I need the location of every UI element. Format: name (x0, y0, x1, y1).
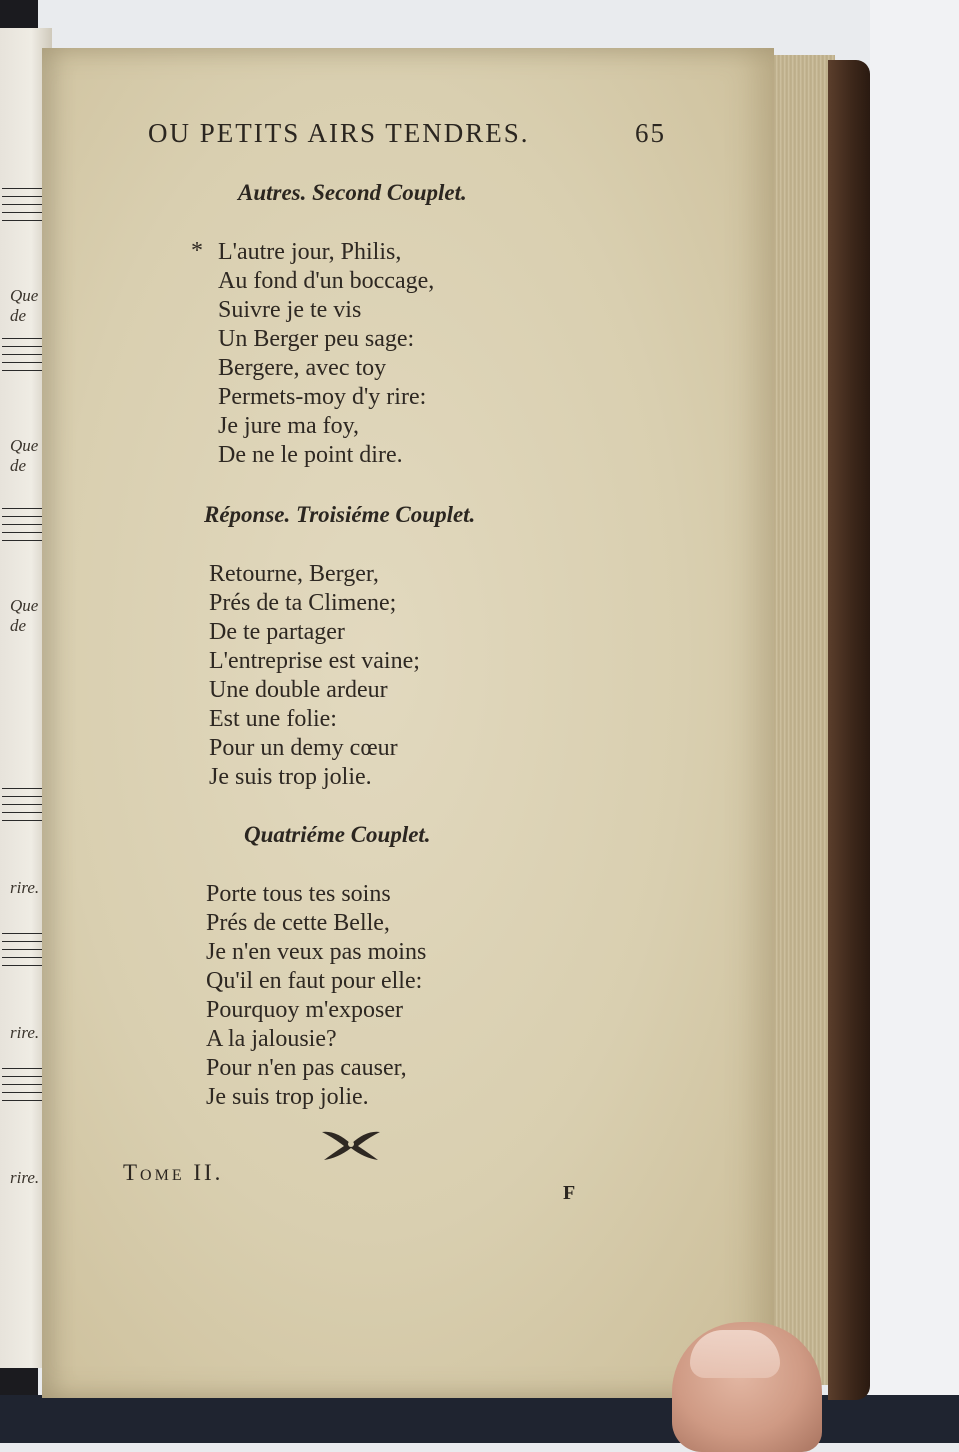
verse-line: Au fond d'un boccage, (218, 268, 435, 294)
verse-line: Est une folie: (209, 706, 337, 732)
section-heading: Réponse. Troisiéme Couplet. (204, 502, 476, 527)
verse-line: Pour n'en pas causer, (206, 1055, 407, 1081)
verse-stanza (209, 560, 420, 792)
verse-line: Je jure ma foy, (218, 413, 360, 439)
verse-line: Je suis trop jolie. (209, 764, 372, 790)
previous-page-word: Que de (10, 436, 39, 475)
verse-line: Une double ardeur (209, 677, 388, 703)
section-heading: Quatriéme Couplet. (244, 822, 431, 847)
verse-line: Un Berger peu sage: (218, 326, 415, 352)
verse-line: L'autre jour, Philis, (218, 239, 402, 265)
verse-line: Porte tous tes soins (206, 881, 391, 907)
asterisk-marker: * (191, 238, 203, 264)
verse-line: Bergere, avec toy (218, 355, 387, 381)
previous-page-word: rire. (10, 1168, 40, 1187)
volume-label: Tome II. (123, 1160, 224, 1185)
verse-stanza (206, 880, 426, 1112)
fleuron-ornament-icon (318, 1124, 384, 1164)
background-right (870, 0, 959, 1443)
verse-line: Qu'il en faut pour elle: (206, 968, 423, 994)
verse-line: Suivre je te vis (218, 297, 362, 323)
page-title: OU PETITS AIRS TENDRES. (148, 118, 530, 148)
verse-line: De ne le point dire. (218, 442, 403, 468)
previous-page-word: rire. (10, 1023, 40, 1042)
book-cover (828, 60, 870, 1400)
verse-stanza (218, 238, 434, 470)
verse-line: Retourne, Berger, (209, 561, 379, 587)
verse-line: Pourquoy m'exposer (206, 997, 403, 1023)
verse-line: De te partager (209, 619, 345, 645)
verse-line: Je suis trop jolie. (206, 1084, 369, 1110)
verse-line: Prés de cette Belle, (206, 910, 390, 936)
previous-page-word: rire. (10, 878, 40, 897)
page-number: 65 (635, 118, 666, 148)
thumbnail (690, 1330, 780, 1378)
verse-line: Prés de ta Climene; (209, 590, 397, 616)
running-header (148, 118, 668, 158)
signature-mark: F (563, 1182, 576, 1204)
verse-line: Pour un demy cœur (209, 735, 398, 761)
verse-line: A la jalousie? (206, 1026, 337, 1052)
verse-line: Permets-moy d'y rire: (218, 384, 427, 410)
previous-page-word: Que de (10, 286, 39, 325)
section-heading: Autres. Second Couplet. (238, 180, 467, 205)
verse-line: Je n'en veux pas moins (206, 939, 427, 965)
verse-line: L'entreprise est vaine; (209, 648, 420, 674)
page-edges (765, 55, 835, 1385)
previous-page-word: Que de (10, 596, 39, 635)
